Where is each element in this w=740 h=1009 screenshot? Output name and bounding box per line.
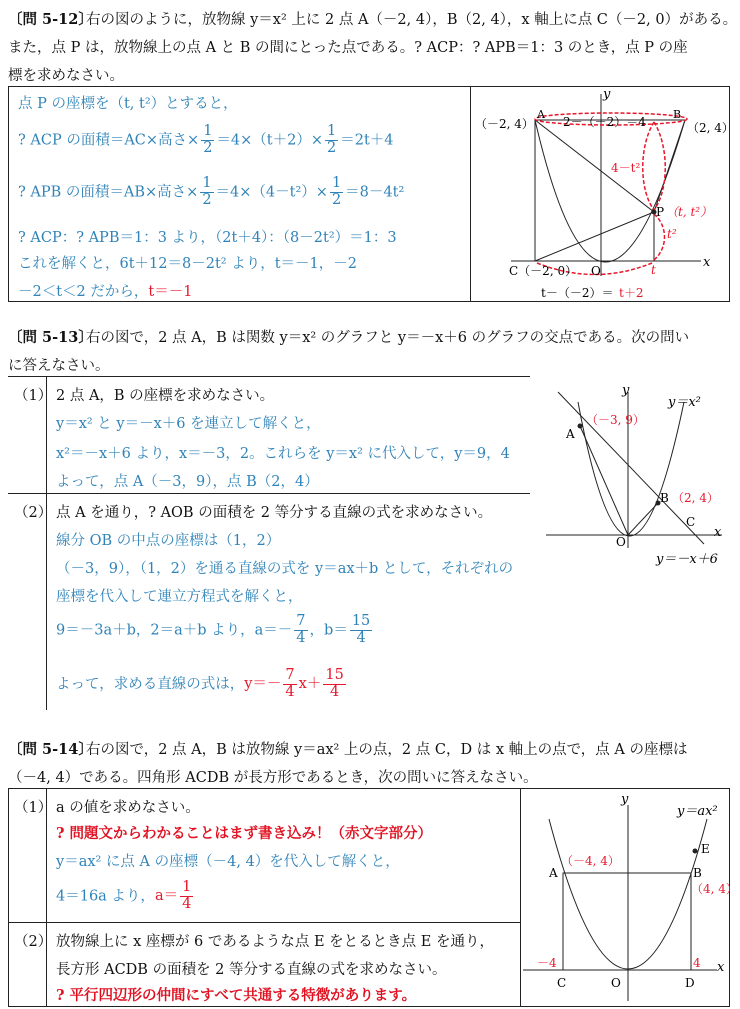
- p13-coord-B: （2, 4）: [672, 491, 719, 505]
- p13-top-rule: [8, 376, 530, 377]
- p14-figure: [521, 789, 738, 1007]
- p14-answer: a＝ $\frac{1}{4}$: [154, 879, 192, 912]
- p14-q1-answer-2: 4＝16a より，a＝ $\frac{1}{4}$: [56, 880, 195, 913]
- p14-label-E: E: [701, 842, 710, 856]
- p12-ab-length: 2－（－2）＝4: [563, 115, 646, 129]
- p13-number-divider: [46, 376, 47, 710]
- p12-sol-line-1: 点 P の座標を（t, t²）とすると，: [18, 96, 238, 112]
- p12-height-brace-1: [643, 122, 654, 210]
- p14-coord-A: （－4, 4）: [561, 854, 620, 868]
- p14-rectangle: [563, 873, 691, 970]
- p14-label-B: B: [693, 866, 702, 880]
- p13-label-O: O: [616, 535, 626, 549]
- p13-line-label: y＝－x＋6: [656, 552, 718, 567]
- p12-y-label: y: [603, 87, 611, 102]
- p12-sol-line-4: ? ACP：? APB＝1：3 より，（2t＋4）：（8－2t²）＝1：3: [18, 230, 397, 246]
- p12-segment-CP: [535, 212, 654, 261]
- p14-q1-answer-1: y＝ax² に点 A の座標（－4, 4）を代入して解くと，: [56, 854, 400, 870]
- problem-5-12-text-2: また，点 P は，放物線上の点 A と B の間にとった点である。? ACP：? APB＝1：3 のとき，点 P の座: [8, 40, 688, 56]
- p14-y-label: y: [621, 792, 629, 807]
- p12-label-O: O: [591, 264, 601, 278]
- p14-q2-number: （2）: [14, 934, 53, 950]
- p14-point-E: [693, 849, 698, 854]
- p12-height-2: t²: [667, 227, 677, 241]
- problem-5-13-text-1: 右の図で，2 点 A，B は関数 y＝x² のグラフと y＝－x＋6 のグラフの交点である。次の問い: [86, 330, 690, 346]
- p13-segment-OB: [628, 503, 658, 535]
- p12-height-brace-3: [654, 214, 665, 260]
- p14-number-divider: [46, 788, 47, 1007]
- p13-q1-number: （1）: [14, 388, 53, 404]
- p13-q2-answer-2: （－3，9），（1，2）を通る直線の式を y＝ax＋b として，それぞれの: [56, 561, 514, 577]
- p14-label-C: C: [557, 976, 567, 990]
- p13-q1-question: 2 点 A，B の座標を求めなさい。: [56, 388, 275, 404]
- problem-5-14-title: 〔問 5-14〕: [8, 741, 93, 758]
- p14-q1-number: （1）: [14, 800, 53, 816]
- p14-q2-hint: ? 平行四辺形の仲間にすべて共通する特徴があります。: [56, 987, 417, 1004]
- p12-coord-A: （－2, 4）: [475, 117, 534, 131]
- p14-mid-rule: [8, 922, 520, 923]
- p12-segment-BP: [654, 120, 685, 212]
- p13-mid-rule: [8, 493, 530, 494]
- p12-height-1: 4－t²: [611, 161, 641, 175]
- p12-sol-line-5: これを解くと，6t＋12＝8－2t² より，t＝－1，－2: [18, 256, 357, 272]
- p12-label-B: B: [673, 108, 682, 121]
- p13-q1-answer-2: x²＝－x＋6 より，x＝－3，2。これらを y＝x² に代入して，y＝9，4: [56, 446, 510, 462]
- p13-q1-answer-3: よって，点 A（－3，9），点 B（2，4）: [56, 474, 319, 490]
- p13-point-A: [578, 424, 583, 429]
- p12-sol-line-2: ? ACP の面積＝AC×高さ× $\frac{1}{2}$ ＝4×（t＋2）× $\frac{1}{2}$ ＝2t＋4: [18, 123, 394, 156]
- p13-label-C: C: [686, 515, 696, 529]
- p12-label-P: P: [656, 205, 665, 219]
- p14-label-O: O: [611, 976, 621, 990]
- p13-figure: [546, 380, 736, 570]
- problem-5-12-text-3: 標を求めなさい。: [8, 68, 124, 84]
- p12-sol-line-6: －2＜t＜2 だから，t＝－1: [18, 284, 193, 300]
- p12-x-label: x: [703, 255, 711, 270]
- problem-5-13-title: 〔問 5-13〕: [8, 329, 93, 346]
- p13-label-A: A: [566, 427, 575, 441]
- p13-label-B: B: [660, 491, 669, 505]
- problem-5-12-text-1: 右の図のように，放物線 y＝x² 上に 2 点 A（－2, 4），B（2, 4），x 軸上に点 C（－2, 0）がある。: [86, 12, 738, 28]
- p13-segment-AO: [580, 426, 628, 535]
- p13-q2-answer-5: よって，求める直線の式は，y＝－ $\frac{7}{4}$ x＋ $\frac{15}{4}$: [56, 668, 348, 701]
- p13-x-label: x: [714, 525, 722, 540]
- p12-coord-B: （2, 4）: [687, 121, 734, 135]
- p12-base-length-2: t＋2: [619, 286, 644, 300]
- p13-answer: y＝－ $\frac{7}{4}$ x＋ $\frac{15}{4}$: [244, 667, 344, 700]
- p13-q2-answer-4: 9＝－3a＋b，2＝a＋b より，a＝－ $\frac{7}{4}$ ，b＝ $\frac{15}{4}$: [56, 613, 371, 646]
- p12-figure: [471, 86, 734, 302]
- problem-5-12-title: 〔問 5-12〕: [8, 11, 93, 28]
- p12-sol-line-3: ? APB の面積＝AB×高さ× $\frac{1}{2}$ ＝4×（4－t²）× $\frac{1}{2}$ ＝8－4t²: [18, 175, 405, 208]
- p13-q2-answer-3: 座標を代入して連立方程式を解くと，: [56, 589, 303, 605]
- p13-q1-answer-1: y＝x² と y＝－x＋6 を連立して解くと，: [56, 416, 321, 432]
- p14-curve-label: y＝ax²: [677, 804, 718, 819]
- p14-q2-question-2: 長方形 ACDB の面積を 2 等分する直線の式を求めなさい。: [56, 962, 447, 978]
- problem-5-14-text-1: 右の図で，2 点 A，B は放物線 y＝ax² 上の点，2 点 C，D は x 軸上の点で，点 A の座標は: [86, 742, 688, 758]
- p14-q1-hint: ? 問題文からわかることはまず書き込み！（赤文字部分）: [56, 825, 433, 842]
- problem-5-13-text-2: に答えなさい。: [8, 358, 110, 374]
- p13-y-label: y: [622, 383, 630, 398]
- p12-base-length-1: t－（－2）＝: [541, 286, 614, 300]
- p12-label-C: C（－2, 0）: [509, 264, 578, 278]
- p13-coord-A: （－3, 9）: [586, 413, 645, 427]
- p14-tick-plus4: 4: [693, 956, 701, 970]
- p14-tick-minus4: －4: [537, 956, 557, 970]
- p13-q2-question: 点 A を通り，? AOB の面積を 2 等分する直線の式を求めなさい。: [56, 505, 493, 521]
- p14-label-A: A: [549, 866, 558, 880]
- p14-coord-B: （4, 4）: [691, 882, 738, 896]
- p13-curve-label: y＝x²: [668, 395, 701, 410]
- p12-answer: t＝－1: [148, 284, 193, 300]
- p14-x-label: x: [717, 960, 725, 975]
- p14-label-D: D: [685, 976, 695, 990]
- p13-q2-answer-1: 線分 OB の中点の座標は（1，2）: [56, 533, 281, 549]
- p12-label-A: A: [537, 108, 545, 121]
- p14-q1-question: a の値を求めなさい。: [56, 800, 200, 816]
- p14-q2-question-1: 放物線上に x 座標が 6 であるような点 E をとるとき点 E を通り，: [56, 934, 494, 950]
- p12-label-t: t: [651, 263, 656, 277]
- problem-5-14-text-2: （－4, 4）である。四角形 ACDB が長方形であるとき，次の問いに答えなさい。: [8, 770, 538, 786]
- p12-coord-P: （t, t²）: [666, 205, 713, 219]
- p13-q2-number: （2）: [14, 505, 53, 521]
